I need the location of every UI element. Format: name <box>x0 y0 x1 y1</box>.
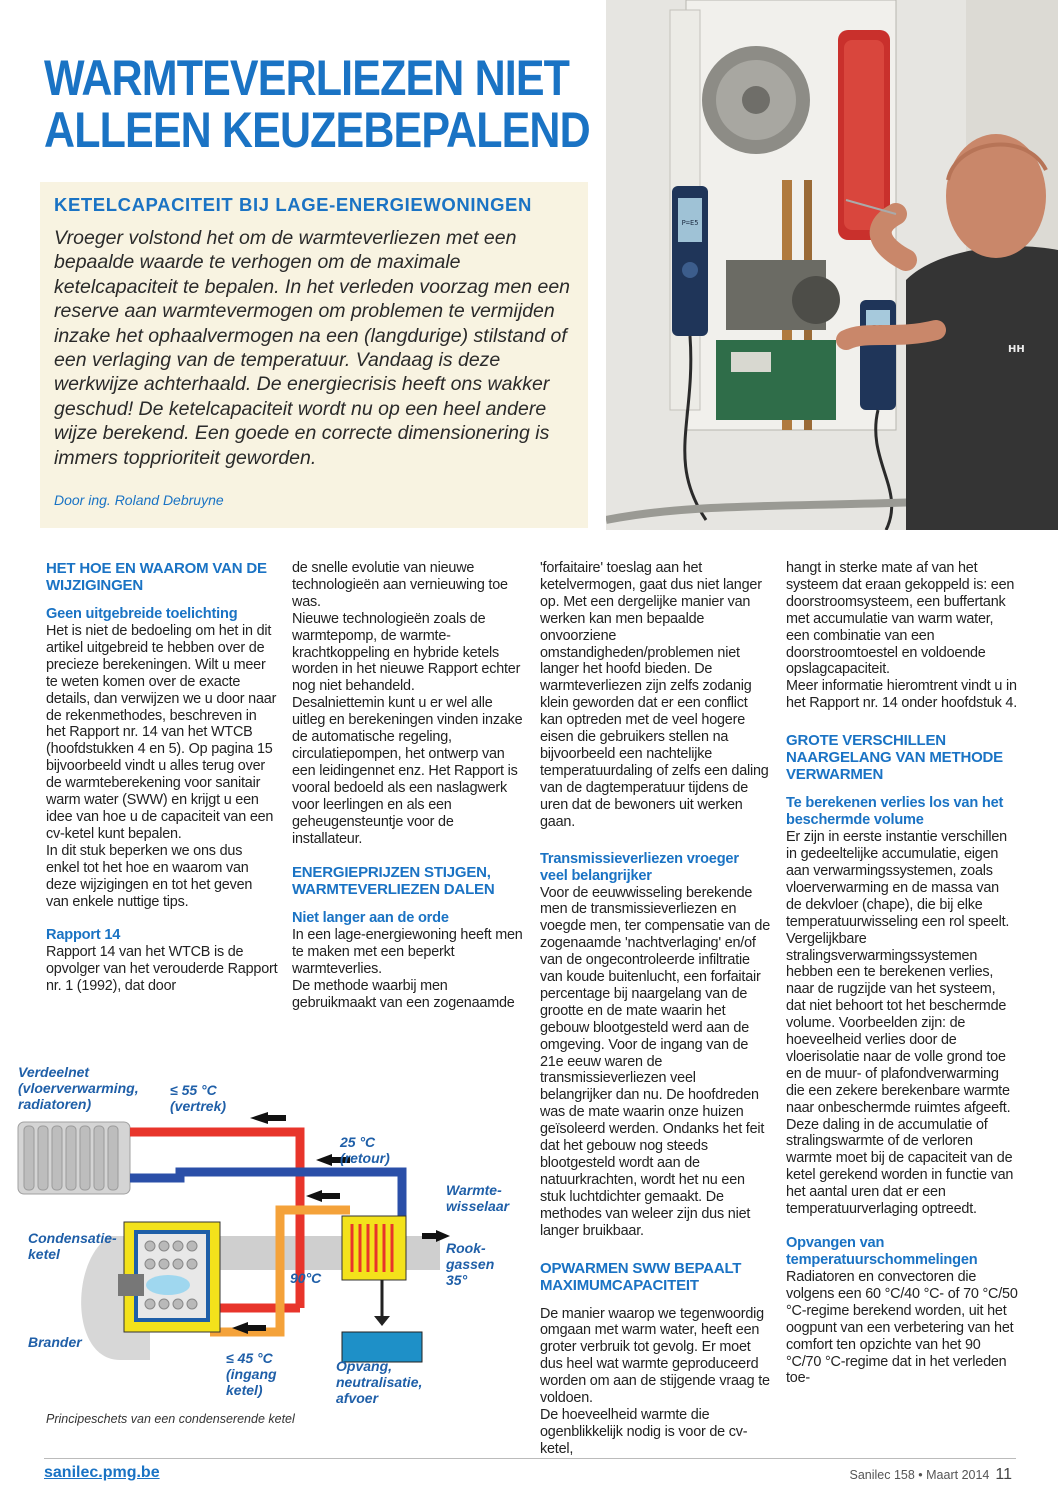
paragraph: Voor de eeuwwisseling berekende men de transmissieverliezen en voegde men, ter compensatie van de zogenaamde 'nachtverlaging' en/of van de ongecontroleerde infiltratie van koude buitenlucht, een forfaitair percentage bij naargelang van de grootte en de mate waarin het gebouw blootgesteld werd aan de omgeving. Voor de ingang van de 21e eeuw waren de transmissieverliezen veel belangrijker dan nu. De hoofdreden was de mate waarin onze huizen geïsoleerd werden. Ondanks het feit dat het gebouw nog steeds blootgesteld wordt aan de natuurkrachten, wordt het nu een stuk luchtdichter gemaakt. De methodes van weleer zijn dus niet langer bruikbaar. <box>540 884 770 1239</box>
intro-kicker: KETELCAPACITEIT BIJ LAGE-ENERGIEWONINGEN <box>54 194 532 215</box>
subheading-opvangen: Opvangen van temperatuurschommelingen <box>786 1235 978 1268</box>
subheading-rapport-14: Rapport 14 <box>46 927 121 944</box>
page-number: 11 <box>995 1466 1012 1483</box>
footer-site-link[interactable]: sanilec.pmg.be <box>44 1464 160 1481</box>
arrow-vertrek <box>250 1112 268 1124</box>
diagram-caption: Principeschets van een condenserende ketel <box>46 1412 295 1426</box>
paragraph: hangt in sterke mate af van het systeem dat eraan gekoppeld is: een doorstroomsysteem, een buffertank met accumulatie van warm water, een combinatie van een doorstroomtoestel en voldoende opslagcapaciteit. <box>786 560 1015 678</box>
column-3 <box>540 560 770 1458</box>
heading-energieprijzen: ENERGIEPRIJZEN STIJGEN, WARMTEVERLIEZEN DALEN <box>292 864 495 899</box>
title-line-2: ALLEEN KEUZEBEPALEND <box>44 102 590 158</box>
paragraph: In dit stuk beperken we ons dus enkel tot het hoe en waarom van deze wijzigingen en tot het geven van enkele nuttige tips. <box>46 842 253 910</box>
intro-box <box>40 182 588 528</box>
meter2-display: 27 <box>871 323 885 336</box>
paragraph: Radiatoren en convectoren die volgens een 60 °C/40 °C- of 70 °C/50 °C-regime berekend worden, uit het oogpunt van een verbetering van het comfort ten opzichte van het 90 °C/70 °C-regime dat in het verleden toe- <box>786 1269 1018 1387</box>
radiator-icon <box>18 1122 130 1194</box>
paragraph: Meer informatie hieromtrent vindt u in het Rapport nr. 14 onder hoofdstuk 4. <box>786 678 1018 712</box>
subheading-niet-langer: Niet langer aan de orde <box>292 910 449 927</box>
paragraph: 'forfaitaire' toeslag aan het ketelvermogen, gaat dus niet langer op. Met een dergelijke manier van werken kan men bepaalde onvoorziene omstandigheden/problemen niet langer het hoofd bieden. De warmteverliezen zijn zelfs zodanig klein geworden dat er een conflict kan optreden met de veel hogere eisen die gebruikers stellen na bijvoorbeeld een nachtelijke temperatuurdaling of zelfs een daling van de dagtemperatuur tijdens de uren dat de bewoners uit werken gaan. <box>540 560 769 830</box>
title-line-1: WARMTEVERLIEZEN NIET <box>44 50 570 106</box>
paragraph: Er zijn in eerste instantie verschillen in gedeeltelijke accumulatie, eigen aan verwarmingssystemen, zoals vloerverwarming en de massa van de dekvloer (chape), die bij elke temperatuurwisseling een rol speelt. <box>786 829 1010 930</box>
paragraph: Het is niet de bedoeling om het in dit artikel uitgebreid te hebben over de precieze berekeningen. Wilt u meer te weten komen over de exacte details, dan verwijzen we u door naar de rekenmethodes, beschreven in het Rapport nr. 14 van het WTCB (hoofdstukken 4 en 5). Op pagina 15 bijvoorbeeld vindt u alles terug over de warmteberekening voor sanitair warm water (SWW) en krijgt u een idee van hoe u de capaciteit van een cv-ketel kunt bepalen. <box>46 623 277 842</box>
paragraph: De hoeveelheid warmte die ogenblikkelijk nodig is voor de cv-ketel, <box>540 1406 748 1457</box>
column-4 <box>786 560 1018 1387</box>
label-vertrek: ≤ 55 °C (vertrek) <box>170 1082 227 1114</box>
subheading-transmissieverliezen: Transmissieverliezen vroeger veel belangrijker <box>540 850 739 884</box>
label-warmtewisselaar: Warmte-wisselaar <box>446 1182 510 1214</box>
footer-divider <box>44 1458 1016 1459</box>
byline: Door ing. Roland Debruyne <box>54 492 224 508</box>
column-2 <box>292 560 524 1012</box>
condensing-boiler-diagram <box>10 1060 522 1410</box>
subheading-te-berekenen-verlies: Te berekenen verlies los van het beschermde volume <box>786 795 1004 829</box>
label-verdeelnet: Verdeelnet (vloerverwarming, radiatoren) <box>18 1064 139 1112</box>
paragraph: de snelle evolutie van nieuwe technologieën aan vernieuwing toe was. <box>292 560 508 610</box>
meter1-display: P=E5 <box>681 219 699 227</box>
column-1 <box>46 560 278 995</box>
heading-hoe-en-waarom: HET HOE EN WAAROM VAN DE WIJZIGINGEN <box>46 560 267 594</box>
label-brander: Brander <box>28 1334 82 1350</box>
paragraph: Vergelijkbare stralingsverwarmingssystemen hebben een te berekenen verlies, naar de rugzijde van het systeem, dat niet behoort tot het beschermde volume. Voorbeelden zijn: de hoeveelheid verlies door de vloerisolatie naar de volle grond toe en de muur- of plafondverwarming die een zekere berekenbare warmte naar onbeschermde ruimtes afgeeft. Deze daling in de accumulatie of stralingswarmte of de verloren warmte moet bij de capaciteit van de ketel gerekend worden in functie van het aantal uren dat er een temperatuurverlaging optreedt. <box>786 930 1014 1218</box>
photo-illustration <box>606 0 1058 530</box>
article-title <box>44 50 590 158</box>
paragraph: Nieuwe technologieën zoals de warmtepomp, de warmte-krachtkoppeling en hybride ketels worden in het nieuwe Rapport echter nog niet behandeld. <box>292 610 521 695</box>
label-rookgassen: Rook-gassen 35° <box>446 1240 495 1288</box>
intro-text: Vroeger volstond het om de warmteverliezen met een bepaalde waarde te verhogen om de maximale ketelcapaciteit te bepalen. In het verleden voorzag men een reserve aan warmtevermogen om problemen te vermijden inzake het ophaalvermogen na een (langdurige) stilstand of een verlaging van de temperatuur. Vandaag is deze werkwijze achterhaald. De energiecrisis heeft ons wakker geschud! De ketelcapaciteit wordt nu op een heel andere wijze berekend. Een goede en correcte dimensionering is immers topprioriteit geworden. <box>54 227 571 469</box>
footer-issue-text: Sanilec 158 • Maart 2014 <box>849 1468 990 1482</box>
paragraph: In een lage-energiewoning heeft men te maken met een beperkt warmteverlies. <box>292 927 523 978</box>
heading-grote-verschillen: GROTE VERSCHILLEN NAARGELANG VAN METHODE VERWARMEN <box>786 732 1003 784</box>
arrow-retour <box>316 1154 332 1166</box>
heading-opwarmen-sww: OPWARMEN SWW BEPAALT MAXIMUMCAPACITEIT <box>540 1259 742 1294</box>
label-90c: 90°C <box>290 1270 322 1286</box>
label-opvang: Opvang, neutralisatie, afvoer <box>336 1358 423 1406</box>
shirt-logo: HH <box>1008 344 1025 355</box>
subheading-geen-toelichting: Geen uitgebreide toelichting <box>46 606 238 622</box>
paragraph: Desalniettemin kunt u er wel alle uitleg en berekeningen vinden inzake de automatische regeling, circulatiepompen, het ontwerp van een leidingennet enz. Het Rapport is vooral bedoeld als een naslagwerk voor leerlingen en als een geheugensteuntje voor de installateur. <box>292 695 523 847</box>
label-retour: 25 °C (retour) <box>340 1134 390 1166</box>
paragraph: De manier waarop we tegenwoordig omgaan met warm water, heeft een groter verbruik tot gevolg. Er moet dus heel wat warmte geproduceerd worden om aan de stijgende vraag te voldoen. <box>540 1305 770 1407</box>
label-ingang: ≤ 45 °C (ingang ketel) <box>226 1350 277 1398</box>
label-condensatieketel: Condensatie-ketel <box>28 1230 117 1262</box>
arrow-orange <box>306 1190 322 1202</box>
technician-boiler-photo <box>606 0 1058 530</box>
paragraph: De methode waarbij men gebruikmaakt van een zogenaamde <box>292 978 515 1012</box>
footer-issue <box>850 1466 1013 1484</box>
paragraph: Rapport 14 van het WTCB is de opvolger van het verouderde Rapport nr. 1 (1992), dat door <box>46 944 278 995</box>
